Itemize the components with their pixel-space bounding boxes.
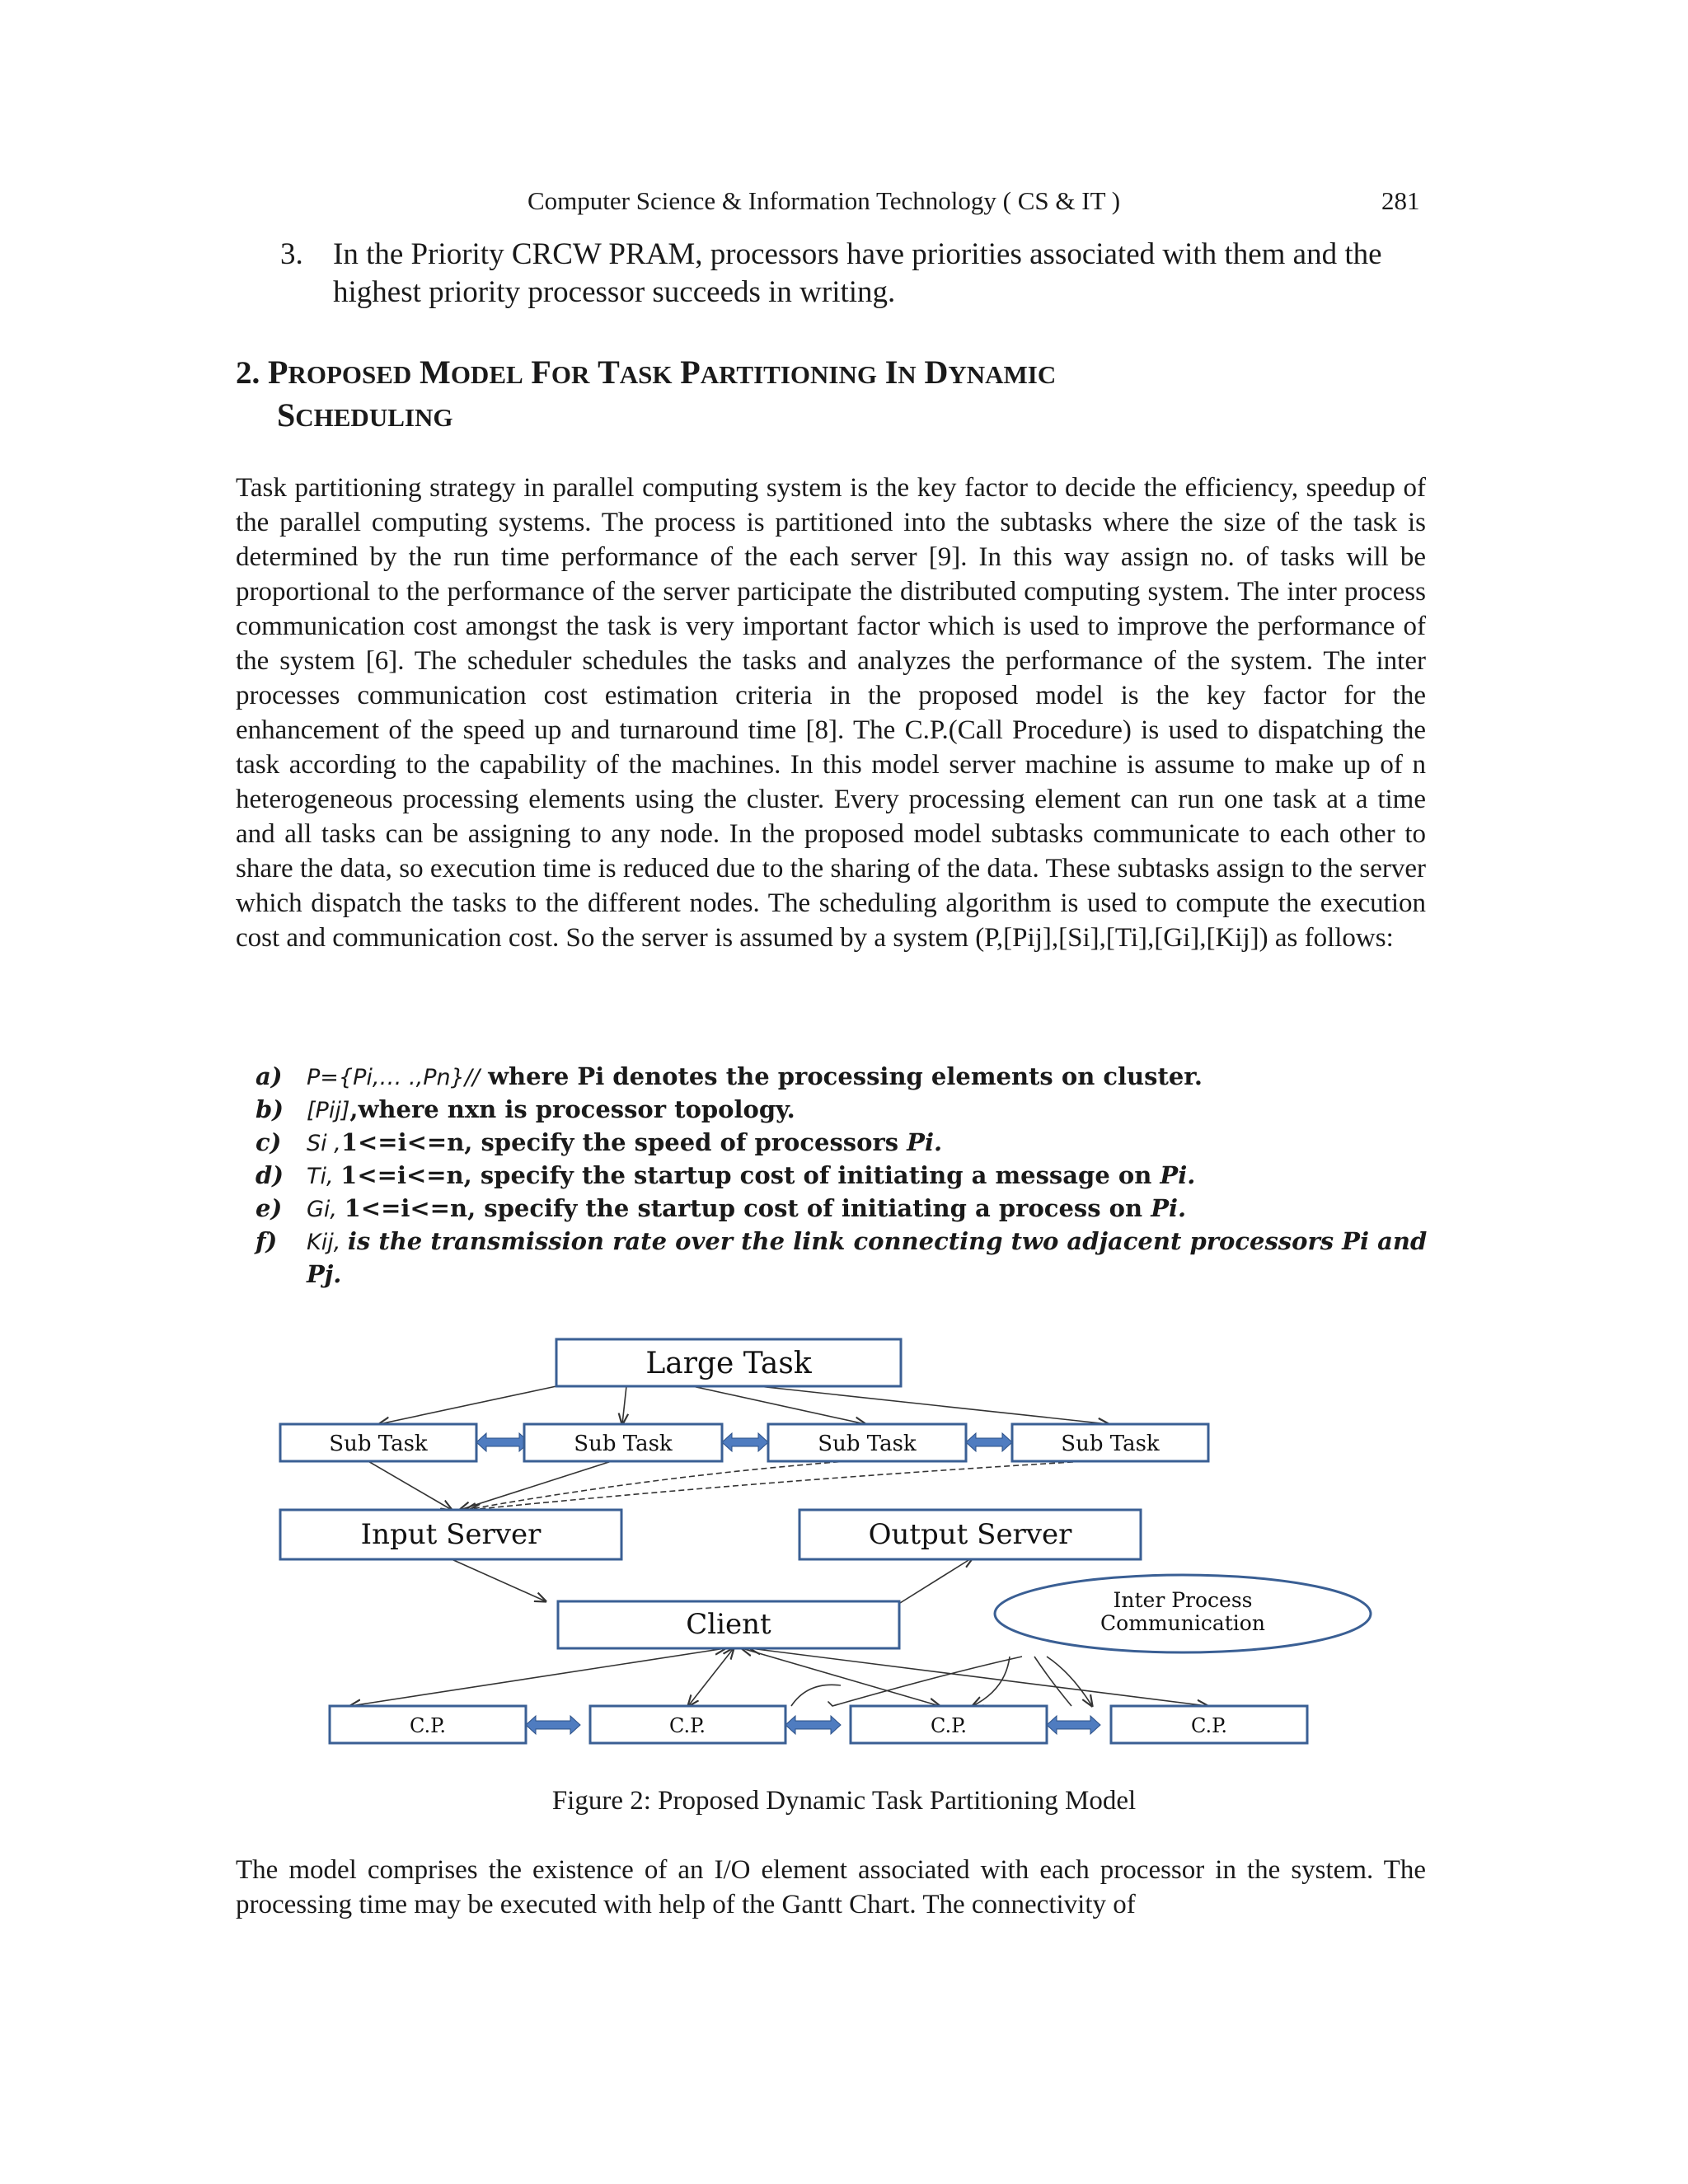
section-number: 2. xyxy=(236,355,260,391)
subtask-label-1: Sub Task xyxy=(329,1432,428,1456)
cp-label-3: C.P. xyxy=(930,1714,968,1737)
arrow-large-to-subtask-1 xyxy=(379,1386,556,1424)
running-header xyxy=(0,186,1688,223)
definition-item-c: c) Si ,1<=i<=n, specify the speed of processors Pi. xyxy=(256,1128,943,1156)
arrow-ipc-2 xyxy=(828,1657,1022,1706)
output-server-label: Output Server xyxy=(868,1518,1072,1551)
client-label: Client xyxy=(686,1608,771,1641)
definition-item-b: b) [Pij],where nxn is processor topology. xyxy=(256,1095,795,1123)
definition-item-f-continuation: Pj. xyxy=(307,1260,342,1288)
arrow-large-to-subtask-4 xyxy=(758,1386,1109,1424)
journal-title: Computer Science & Information Technology ( CS & IT ) xyxy=(528,186,1121,215)
list-item-text: In the Priority CRCW PRAM, processors have priorities associated with them and the highest priority processor succeeds in writing. xyxy=(333,237,1382,309)
arrow-subtask-3-to-input xyxy=(466,1460,857,1510)
task-partitioning-diagram xyxy=(264,1319,1401,1772)
arrow-client-to-cp-2 xyxy=(688,1648,734,1706)
definition-item-e: e) Gi, 1<=i<=n, specify the startup cost of initiating a process on Pi. xyxy=(256,1194,1187,1222)
list-item-number: 3. xyxy=(280,237,303,271)
subtask-label-2: Sub Task xyxy=(574,1432,673,1456)
connector-subtask-3-4 xyxy=(966,1433,1012,1451)
arrow-subtask-1-to-input xyxy=(367,1460,452,1510)
definition-item-f: f) Kij, is the transmission rate over the link connecting two adjacent processors Pi and xyxy=(256,1227,1428,1255)
arrow-input-to-client xyxy=(452,1559,546,1601)
figure-caption: Figure 2: Proposed Dynamic Task Partitioning Model xyxy=(551,1786,1137,1816)
arrow-ipc-5 xyxy=(791,1685,841,1706)
cp-label-1: C.P. xyxy=(409,1714,447,1737)
cp-label-4: C.P. xyxy=(1190,1714,1228,1737)
arrow-subtask-4-to-input xyxy=(470,1460,1100,1510)
definitions-list xyxy=(256,1060,1442,1291)
body-paragraph-1: Task partitioning strategy in parallel computing system is the key factor to decide the efficiency, speedup of the parallel computing systems. The process is partitioned into the subtasks where the size of the task is determined by the run time performance of the each server [9]. In this way assign no. of tasks will be proportional to the performance of the server participate the distributed computing system. The inter process communication cost amongst the task is very important factor which is used to improve the performance of the system [6]. The scheduler schedules the tasks and analyzes the performance of the system. The inter processes communication cost estimation criteria in the proposed model is the key factor for the enhancement of the speed up and turnaround time [8]. The C.P.(Call Procedure) is used to dispatching the task according to the capability of the machines. In this model server machine is assume to make up of n heterogeneous processing elements using the cluster. Every processing element can run one task at a time and all tasks can be assigning to any node. In the proposed model subtasks communicate to each other to share the data, so execution time is reduced due to the sharing of the data. These subtasks assign to the server which dispatch the tasks to the different nodes. The scheduling algorithm is used to compute the execution cost and communication cost. So the server is assumed by a system (P,[Pij],[Si],[Ti],[Gi],[Kij]) as follows: xyxy=(236,473,1426,953)
connector-cp-2-3 xyxy=(785,1716,841,1734)
input-server-label: Input Server xyxy=(360,1518,542,1551)
definition-item-d: d) Ti, 1<=i<=n, specify the startup cost of initiating a message on Pi. xyxy=(256,1161,1196,1189)
subtask-label-4: Sub Task xyxy=(1061,1432,1160,1456)
connector-subtask-1-2 xyxy=(476,1433,529,1451)
ipc-label-line-2: Communication xyxy=(1100,1611,1265,1635)
section-heading-line-1: 2. PROPOSED MODEL FOR TASK PARTITIONING IN DYNAMIC xyxy=(236,354,1057,391)
arrow-ipc-3 xyxy=(1034,1657,1071,1706)
arrow-ipc-4 xyxy=(1047,1657,1092,1706)
body-paragraph-2: The model comprises the existence of an I/O element associated with each processor in the system. The processing time may be executed with help of the Gantt Chart. The connectivity of xyxy=(236,1855,1426,1919)
connector-cp-3-4 xyxy=(1047,1716,1100,1734)
cp-label-2: C.P. xyxy=(668,1714,706,1737)
page-number: 281 xyxy=(1381,186,1420,215)
arrow-client-to-output xyxy=(900,1558,973,1603)
arrow-subtask-2-to-input xyxy=(460,1460,614,1510)
definition-item-a: a) P={Pi,… .,Pn}// where Pi denotes the processing elements on cluster. xyxy=(256,1062,1203,1090)
large-task-label: Large Task xyxy=(645,1347,812,1380)
arrow-client-to-cp-1 xyxy=(350,1648,725,1706)
connector-cp-1-2 xyxy=(526,1716,580,1734)
arrow-large-to-subtask-2 xyxy=(622,1386,626,1424)
arrow-client-to-cp-3 xyxy=(742,1648,940,1706)
arrow-large-to-subtask-3 xyxy=(692,1386,865,1424)
double-connectors xyxy=(476,1433,1100,1734)
arrow-client-to-cp-4 xyxy=(750,1648,1207,1706)
subtask-label-3: Sub Task xyxy=(818,1432,917,1456)
ipc-label-line-1: Inter Process xyxy=(1113,1588,1253,1612)
section-heading-line-2: SCHEDULING xyxy=(277,396,453,434)
connector-subtask-2-3 xyxy=(722,1433,768,1451)
